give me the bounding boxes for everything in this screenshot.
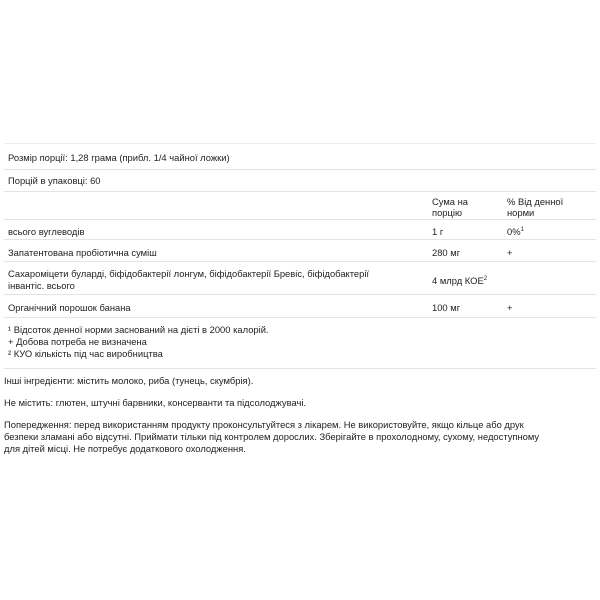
nutrient-name-line2: інвантіс. всього [8,280,75,291]
footnote: + Добова потреба не визначена [8,336,147,347]
nutrient-amount: 280 мг [432,247,461,258]
nutrient-amount: 1 г [432,226,444,237]
daily-value-header-line1: % Від денної [507,196,564,207]
table-row [4,294,596,318]
other-ingredients: Інші інгредієнти: містить молоко, риба (тунець, скумбрія). [4,375,254,386]
nutrient-daily-value: + [507,302,513,313]
footnotes-block [4,317,596,369]
nutrient-name-line1: Сахароміцети буларді, біфідобактерії лонгум, біфідобактерії Бревіс, біфідобактерії [8,268,370,279]
nutrient-name: Органічний порошок банана [8,302,131,313]
nutrient-name: Запатентована пробіотична суміш [8,247,157,258]
daily-value-text: 0% [507,226,521,237]
servings-per-container-row [4,169,596,192]
serving-size-row [4,143,596,170]
warning-text [4,419,594,455]
amount-text: 4 млрд КОЕ [432,275,484,286]
column-header-row [4,191,596,220]
warning-line: для дітей місці. Не потребує додаткового охолодження. [4,443,246,455]
footnote-marker: 2 [483,275,488,282]
does-not-contain: Не містить: глютен, штучні барвники, консерванти та підсолоджувачі. [4,397,307,408]
footnote: ² КУО кількість під час виробництва [8,348,163,359]
nutrient-daily-value [507,226,524,238]
nutrient-amount [432,275,487,287]
serving-size: Розмір порції: 1,28 грама (прибл. 1/4 чайної ложки) [8,152,230,163]
nutrient-amount: 100 мг [432,302,461,313]
footnote-marker: 1 [520,226,524,233]
warning-line: безпеки зламані або відсутні. Приймати тільки під контролем дорослих. Зберігайте в прохолодному, сухому, недоступному [4,431,540,443]
nutrient-daily-value: + [507,247,513,258]
table-row [4,261,596,295]
daily-value-header-line2: норми [507,207,535,218]
nutrient-name: всього вуглеводів [8,226,85,237]
warning-line: Попередження: перед використанням продукту проконсультуйтеся з лікарем. Не використовуйте, якщо кільце або друк [4,419,524,430]
table-row [4,239,596,262]
table-row [4,219,596,240]
servings-per-container: Порцій в упаковці: 60 [8,175,101,186]
amount-header-line1: Сума на [432,196,469,207]
footnote: ¹ Відсоток денної норми заснований на дієті в 2000 калорій. [8,324,269,335]
amount-header-line2: порцію [432,207,462,218]
